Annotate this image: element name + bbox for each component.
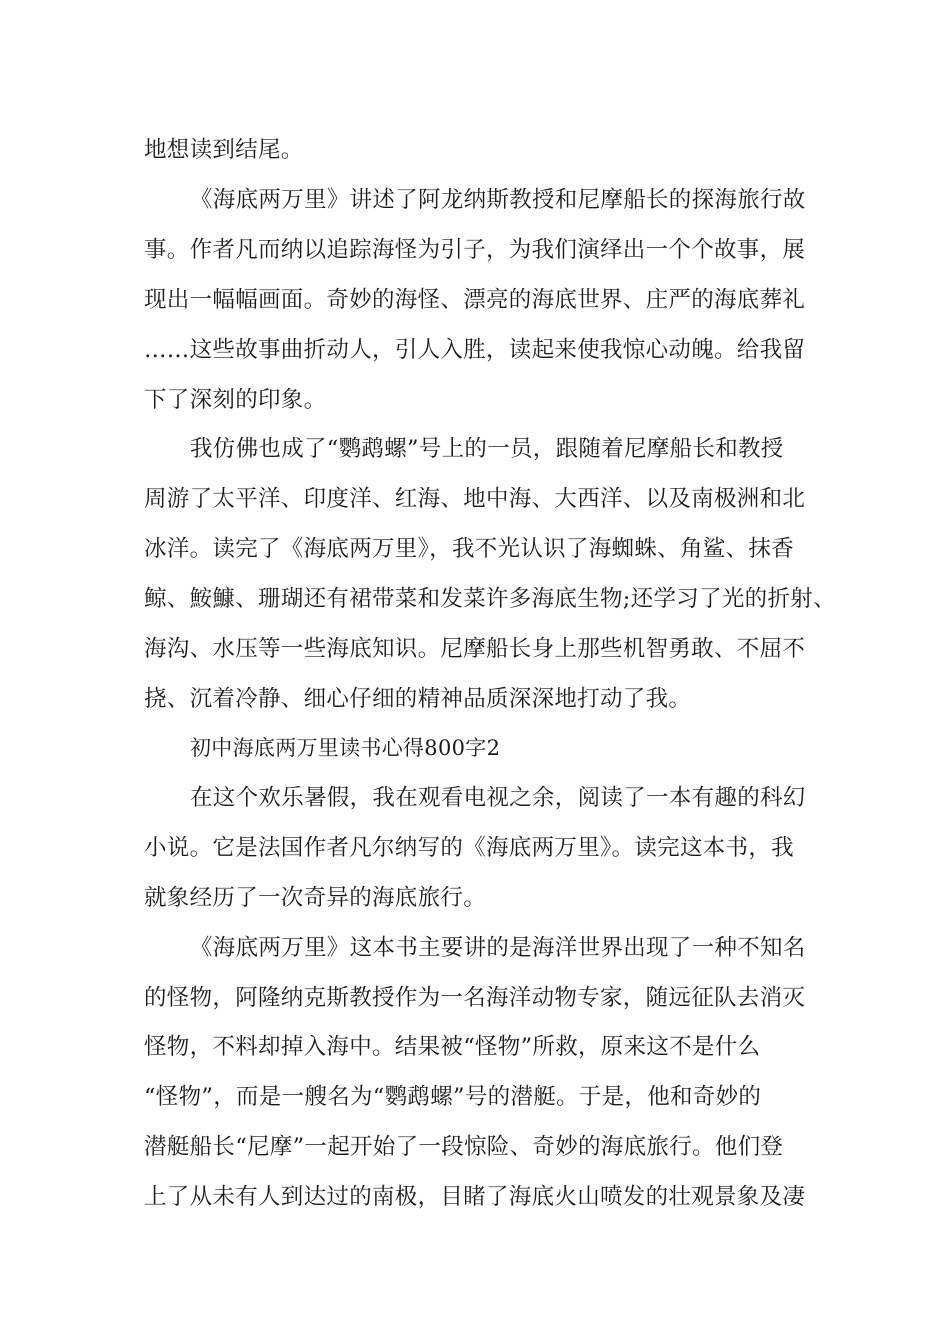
text-line: 潜艇船长“尼摩”一起开始了一段惊险、奇妙的海底旅行。他们登 — [144, 1134, 784, 1160]
section-title: 初中海底两万里读书心得800字2 — [190, 736, 501, 760]
text-line: 现出一幅幅画面。奇妙的海怪、漂亮的海底世界、庄严的海底葬礼 — [144, 287, 806, 313]
text-line: ……这些故事曲折动人，引人入胜，读起来使我惊心动魄。给我留 — [144, 337, 806, 363]
text-line: 挠、沉着冷静、细心仔细的精神品质深深地打动了我。 — [144, 686, 692, 712]
text-line: 上了从未有人到达过的南极，目睹了海底火山喷发的壮观景象及凄 — [144, 1184, 806, 1210]
text-line: 就象经历了一次奇异的海底旅行。 — [144, 885, 487, 911]
text-line: 海沟、水压等一些海底知识。尼摩船长身上那些机智勇敢、不屈不 — [144, 636, 806, 662]
text-line: 事。作者凡而纳以追踪海怪为引子，为我们演绎出一个个故事，展 — [144, 237, 806, 263]
text-line: 的怪物，阿隆纳克斯教授作为一名海洋动物专家，随远征队去消灭 — [144, 985, 806, 1011]
paragraph-first-line: 《海底两万里》讲述了阿龙纳斯教授和尼摩船长的探海旅行故 — [190, 187, 806, 213]
text-line: 鲸、鮟鱇、珊瑚还有裙带菜和发菜许多海底生物;还学习了光的折射、 — [144, 586, 836, 612]
text-line: “怪物”，而是一艘名为“鹦鹉螺”号的潜艇。于是，他和奇妙的 — [144, 1084, 762, 1110]
text-line: 小说。它是法国作者凡尔纳写的《海底两万里》。读完这本书，我 — [144, 835, 794, 861]
text-line: 下了深刻的印象。 — [144, 387, 327, 413]
text-line: 怪物，不料却掉入海中。结果被“怪物”所救，原来这不是什么 — [144, 1034, 761, 1060]
text-line: 周游了太平洋、印度洋、红海、地中海、大西洋、以及南极洲和北 — [144, 486, 806, 512]
paragraph-first-line: 我仿佛也成了“鹦鹉螺”号上的一员，跟随着尼摩船长和教授 — [190, 436, 784, 462]
paragraph-first-line: 在这个欢乐暑假，我在观看电视之余，阅读了一本有趣的科幻 — [190, 785, 806, 811]
text-line: 地想读到结尾。 — [144, 137, 304, 163]
text-line: 冰洋。读完了《海底两万里》，我不光认识了海蜘蛛、角鲨、抹香 — [144, 536, 794, 562]
paragraph-first-line: 《海底两万里》这本书主要讲的是海洋世界出现了一种不知名 — [190, 935, 806, 961]
